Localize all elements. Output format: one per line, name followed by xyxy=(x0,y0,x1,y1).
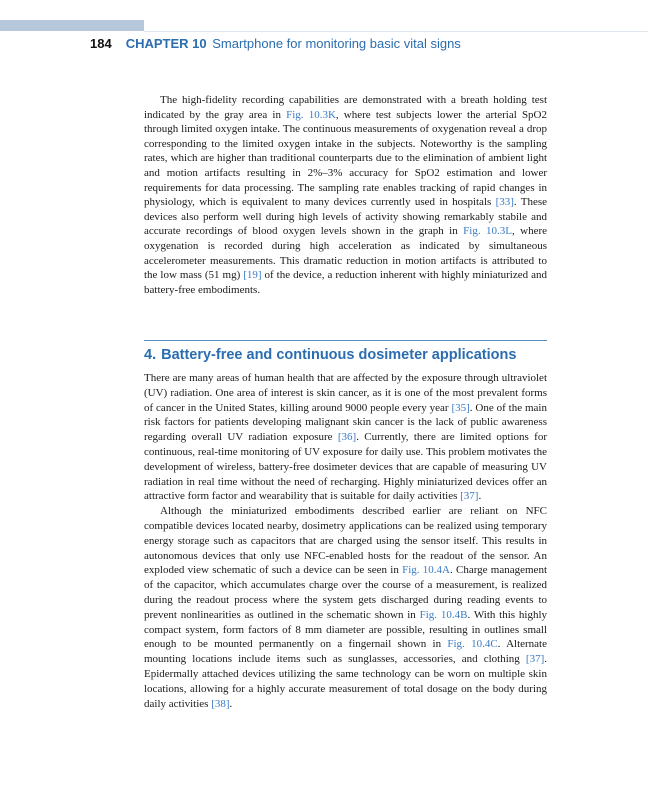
figure-link[interactable]: Fig. 10.3K xyxy=(286,108,336,121)
intro-paragraph: The high-fidelity recording capabilities are demonstrated with a breath holding test indicated by the gray area in Fig. 10.3K, where test subjects lower the arterial SpO2 through limited oxygen intake. The continuous measurements of oxygenation reveal a drop corresponding to the limited oxygen intake in the subjects. Noteworthy is the sampling rates, which are higher than traditional counterparts due to the elimination of ambient light and motion artifacts resulting in 2%–3% accuracy for SpO2 estimation and lower requirements for data processing. The sampling rate enables tracking of rapid changes in physiology, which is equivalent to many devices currently used in hospitals [33]. These devices also perform well during high levels of activity showing remarkably stabile and accurate recordings of blood oxygen levels shown in the graph in Fig. 10.3L, where oxygenation is recorded during high acceleration as indicated by simultaneous accelerometer measurements. This dramatic reduction in motion artifacts is attributed to the low mass (51 mg) [19] of the device, a reduction inherent with highly miniaturized and battery-free embodiments. xyxy=(144,94,548,296)
chapter-title: Smartphone for monitoring basic vital signs xyxy=(212,36,461,51)
figure-link[interactable]: Fig. 10.4C xyxy=(447,638,498,651)
citation-link[interactable]: [35] xyxy=(451,401,470,414)
citation-link[interactable]: [19] xyxy=(243,269,262,282)
citation-link[interactable]: [33] xyxy=(495,196,514,209)
header-accent-bar xyxy=(0,20,144,31)
section-number: 4. xyxy=(144,347,157,363)
section-paragraph-2: Although the miniaturized embodiments described earlier are reliant on NFC compatible devices located nearby, dosimetry applications can be realized using temporary energy storage such as capacitors that are charged using the sensor itself. This results in autonomous devices that only use NFC-enabled hosts for the readout of the sensor. An exploded view schematic of such a device can be seen in Fig. 10.4A. Charge management of the capacitor, which accumulates charge over the course of a measurement, is realized during the readout process where the system gets discharged during reading events to prevent nonlinearities as outlined in the schematic shown in Fig. 10.4B. With this highly compact system, form factors of 8 mm diameter are possible, resulting in outlines small enough to be mounted permanently on a fingernail shown in Fig. 10.4C. Alternate mounting locations include items such as sunglasses, accessories, and clothing [37]. Epidermally attached devices utilizing the same technology can be worn on multiple skin locations, allowing for a highly accurate measurement of total dosage on the body during daily activities [38]. xyxy=(144,505,548,710)
section-4 xyxy=(144,346,547,711)
citation-link[interactable]: [36] xyxy=(337,431,357,444)
page-number: 184 xyxy=(90,36,112,51)
figure-link[interactable]: Fig. 10.4B xyxy=(419,608,468,621)
chapter-label: CHAPTER 10 xyxy=(125,36,207,51)
header-rule xyxy=(144,31,648,32)
citation-link[interactable]: [37] xyxy=(460,490,479,503)
section-paragraph-1: There are many areas of human health that are affected by the exposure through ultraviolet (UV) radiation. One area of interest is skin cancer, as it is one of the most prevalent forms of cancer in the United States, killing around 9000 people every year [35]. One of the main risk factors for patients developing malignant skin cancer is the lack of public awareness regarding overall UV radiation exposure [36]. Currently, there are limited options for continuous, real-time monitoring of UV exposure for daily use. This problem motivates the development of wireless, battery-free dosimeter devices that are capable of measuring UV radiation in real time without the need of recharging. Highly miniaturized devices offer an attractive form factor and wearability that is suitable for daily activities [37]. xyxy=(144,372,547,503)
figure-link[interactable]: Fig. 10.4A xyxy=(402,564,450,577)
citation-link[interactable]: [38] xyxy=(211,697,230,710)
intro-section xyxy=(144,93,547,297)
section-title: Battery-free and continuous dosimeter applications xyxy=(161,347,517,363)
running-header xyxy=(90,36,461,51)
section-divider xyxy=(144,340,547,341)
citation-link[interactable]: [37] xyxy=(525,653,545,666)
figure-link[interactable]: Fig. 10.3L xyxy=(463,225,512,238)
section-heading xyxy=(144,346,547,364)
